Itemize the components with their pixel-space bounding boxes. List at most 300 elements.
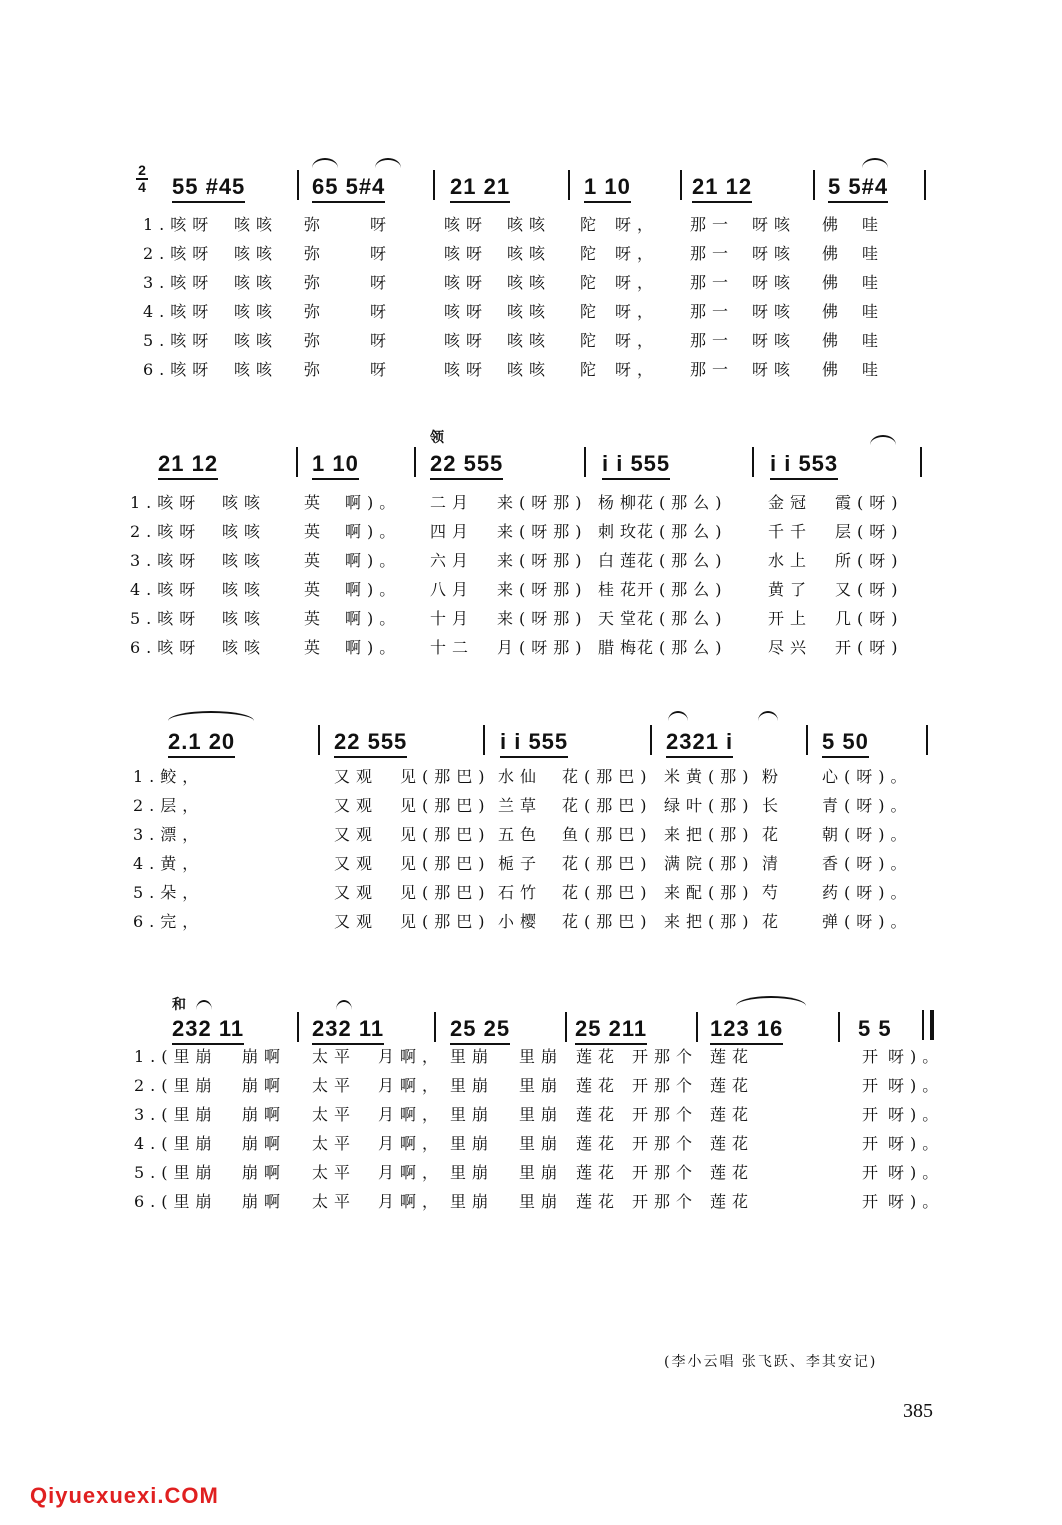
lyric-syllable: 开 [862,1076,885,1095]
lyric-syllable: 栀子 [498,854,543,873]
lyric-syllable: 哇 [862,215,885,234]
measure-notes: 1 10 [584,174,631,203]
lyric-syllable: 咳咳 [234,273,279,292]
lyric-syllable: 崩啊 [242,1192,287,1211]
lyric-syllable: 来把(那) [664,825,755,844]
lyric-syllable: 佛 [822,273,845,292]
lyric-syllable: 月啊， [378,1192,445,1211]
lyric-line [0,606,1062,632]
lyric-line [0,635,1062,661]
lyric-syllable: 那一 [690,244,735,263]
lyric-syllable: 莲花 [576,1134,621,1153]
lyric-syllable: 呀 [370,273,393,292]
lyric-syllable: 见(那巴) [400,854,491,873]
lyric-syllable: 那一 [690,215,735,234]
lyric-syllable: 哇 [862,331,885,350]
barline [318,725,320,755]
lyric-syllable: 太平 [312,1134,357,1153]
lyric-line [0,577,1062,603]
lyric-syllable: 见(那巴) [400,912,491,931]
lyric-syllable: 四月 [430,522,475,541]
lyric-syllable: 层(呀) [835,522,904,541]
lyric-syllable: 青(呀)。 [822,796,913,815]
lyric-syllable: 莲花 [710,1047,755,1066]
lyric-syllable: 5.咳呀 [130,609,202,628]
barline [926,725,928,755]
measure-notes: 22 555 [430,451,503,480]
lyric-syllable: 咳呀 [444,215,489,234]
lyric-syllable: 霞(呀) [835,493,904,512]
lyric-syllable: 陀 [580,273,603,292]
lyric-syllable: 心(呀)。 [822,767,913,786]
lyric-syllable: 开那个 [632,1134,699,1153]
lyric-syllable: 哇 [862,302,885,321]
lyric-syllable: 十二 [430,638,475,657]
lyric-syllable: 开 [862,1134,885,1153]
measure-notes: 232 11 [312,1016,384,1045]
lyric-syllable: 呀)。 [888,1105,945,1124]
lyric-syllable: 里崩 [519,1134,564,1153]
lyric-syllable: 里崩 [450,1192,495,1211]
lyric-syllable: 花 [762,825,785,844]
slur [862,158,888,168]
lyric-syllable: 莲花 [576,1105,621,1124]
lyric-syllable: 呀)。 [888,1076,945,1095]
lyric-syllable: 陀 [580,244,603,263]
barline [296,447,298,477]
lyric-line [0,1102,1062,1128]
lyric-syllable: 1.(里崩 [134,1047,218,1066]
lyric-syllable: 呀咳 [752,331,797,350]
lyric-syllable: 咳咳 [507,302,552,321]
lyric-syllable: 小樱 [498,912,543,931]
lyric-syllable: 来(呀那) [497,493,588,512]
lyric-syllable: 咳咳 [507,273,552,292]
lyric-syllable: 又观 [334,796,379,815]
lyric-syllable: 又观 [334,854,379,873]
lyric-syllable: 弥 [304,302,327,321]
slur [312,158,338,168]
lyric-syllable: 呀咳 [752,302,797,321]
measure-notes: 5 50 [822,729,869,758]
measure-notes: 2321 i [666,729,733,758]
lyric-syllable: 天堂 [598,609,643,628]
lyric-syllable: 花(那么) [637,493,728,512]
lyric-syllable: 咳咳 [507,244,552,263]
barline [922,1010,924,1040]
lyric-line [0,764,1062,790]
lyric-syllable: 英 [304,580,327,599]
lyric-syllable: 佛 [822,244,845,263]
barline [752,447,754,477]
lyric-syllable: 哇 [862,273,885,292]
lyric-syllable: 咳咳 [222,638,267,657]
barline [297,1012,299,1042]
measure-notes: 22 555 [334,729,407,758]
barline [920,447,922,477]
lyric-syllable: 英 [304,609,327,628]
lyric-syllable: 4.(里崩 [134,1134,218,1153]
lyric-syllable: 1.鲛， [133,767,205,786]
lyric-syllable: 里崩 [519,1105,564,1124]
lyric-syllable: 陀 [580,331,603,350]
slur [736,996,806,1006]
lyric-syllable: 绿叶(那) [664,796,755,815]
measure-notes: 25 211 [575,1016,647,1045]
barline [838,1012,840,1042]
barline [813,170,815,200]
lyric-syllable: 开(那么) [637,580,728,599]
lyric-syllable: 药(呀)。 [822,883,913,902]
lyric-syllable: 陀 [580,302,603,321]
measure-notes: 5 5#4 [828,174,888,203]
lyric-syllable: 太平 [312,1076,357,1095]
lyric-syllable: 莲花 [710,1076,755,1095]
lyric-syllable: 呀 [370,215,393,234]
lyric-syllable: 月啊， [378,1134,445,1153]
lyric-syllable: 花(那么) [637,609,728,628]
lyric-syllable: 咳咳 [222,609,267,628]
lyric-syllable: 开上 [768,609,813,628]
lyric-syllable: 2.层， [133,796,205,815]
lyric-syllable: 开 [862,1163,885,1182]
lyric-syllable: 见(那巴) [400,767,491,786]
slur [668,711,688,721]
lyric-syllable: 里崩 [450,1105,495,1124]
lyric-syllable: 来把(那) [664,912,755,931]
lyric-syllable: 又观 [334,767,379,786]
lyric-syllable: 咳咳 [507,215,552,234]
lyric-syllable: 呀咳 [752,244,797,263]
lyric-syllable: 陀 [580,215,603,234]
lyric-syllable: 太平 [312,1105,357,1124]
lyric-syllable: 里崩 [519,1163,564,1182]
lyric-syllable: 啊)。 [345,609,402,628]
lyric-syllable: 花 [762,912,785,931]
lyric-syllable: 呀 [370,244,393,263]
measure-notes: 123 16 [710,1016,783,1045]
barline [584,447,586,477]
lyric-syllable: 花(那巴) [562,912,653,931]
lyric-syllable: 开 [862,1192,885,1211]
lyric-line [0,1131,1062,1157]
lyric-syllable: 崩啊 [242,1047,287,1066]
lyric-syllable: 满院(那) [664,854,755,873]
lyric-syllable: 花(那巴) [562,854,653,873]
lyric-syllable: 弥 [304,215,327,234]
slur [375,158,401,168]
lyric-syllable: 陀 [580,360,603,379]
lyric-syllable: 咳咳 [222,493,267,512]
measure-notes: 232 11 [172,1016,244,1045]
lyric-syllable: 月啊， [378,1047,445,1066]
lyric-line [0,212,1062,238]
lyric-syllable: 弥 [304,331,327,350]
lyric-syllable: 佛 [822,331,845,350]
lyric-syllable: 呀 [370,360,393,379]
lyric-syllable: 芍 [762,883,785,902]
lyric-syllable: 咳咳 [234,215,279,234]
lyric-syllable: 咳咳 [234,302,279,321]
barline [483,725,485,755]
lyric-syllable: 莲花 [576,1163,621,1182]
lyric-syllable: 咳咳 [234,331,279,350]
lyric-syllable: 太平 [312,1163,357,1182]
lyric-syllable: 呀咳 [752,360,797,379]
lyric-syllable: 1.咳呀 [143,215,215,234]
lyric-syllable: 咳咳 [222,580,267,599]
lyric-syllable: 石竹 [498,883,543,902]
lyric-syllable: 弥 [304,360,327,379]
lyric-syllable: 2.(里崩 [134,1076,218,1095]
lyric-syllable: 见(那巴) [400,825,491,844]
lyric-line [0,1044,1062,1070]
lyric-syllable: 呀咳 [752,273,797,292]
lyric-syllable: 呀， [615,215,660,234]
lyric-syllable: 莲花 [710,1192,755,1211]
lyric-syllable: 5.咳呀 [143,331,215,350]
slur [870,435,896,445]
slur [336,1000,352,1010]
lyric-syllable: 呀， [615,273,660,292]
performer-credit: (李小云唱 张飞跃、李其安记) [664,1354,878,1370]
barline [680,170,682,200]
lyric-syllable: 莲花 [710,1134,755,1153]
lyric-syllable: 呀)。 [888,1192,945,1211]
lyric-syllable: 咳咳 [507,360,552,379]
measure-notes: 21 12 [692,174,752,203]
lyric-syllable: 来配(那) [664,883,755,902]
lyric-syllable: 月啊， [378,1163,445,1182]
lyric-line [0,851,1062,877]
lyric-syllable: 桂花 [598,580,643,599]
lyric-syllable: 开(呀) [835,638,904,657]
lyric-line [0,328,1062,354]
lyric-syllable: 弹(呀)。 [822,912,913,931]
lyric-syllable: 里崩 [450,1163,495,1182]
lyric-syllable: 咳呀 [444,273,489,292]
lyric-syllable: 3.咳呀 [143,273,215,292]
lyric-syllable: 崩啊 [242,1163,287,1182]
lyric-syllable: 佛 [822,215,845,234]
lyric-syllable: 花(那么) [637,638,728,657]
lyric-syllable: 哇 [862,244,885,263]
measure-notes: 2.1 20 [168,729,235,758]
lyric-syllable: 6.咳呀 [143,360,215,379]
barline [806,725,808,755]
lyric-syllable: 二月 [430,493,475,512]
lyric-syllable: 啊)。 [345,638,402,657]
measure-notes: i i 555 [602,451,670,480]
lyric-syllable: 呀， [615,331,660,350]
lyric-syllable: 花(那巴) [562,796,653,815]
lyric-line [0,1160,1062,1186]
lyric-syllable: 米黄(那) [664,767,755,786]
lyric-syllable: 粉 [762,767,785,786]
lyric-syllable: 里崩 [519,1047,564,1066]
lyric-syllable: 莲花 [576,1076,621,1095]
lyric-syllable: 来(呀那) [497,551,588,570]
time-signature: 2 4 [136,164,148,194]
lyric-syllable: 黄了 [768,580,813,599]
lyric-syllable: 所(呀) [835,551,904,570]
lyric-syllable: 刺玫 [598,522,643,541]
lyric-syllable: 呀， [615,302,660,321]
lyric-syllable: 来(呀那) [497,580,588,599]
lyric-line [0,909,1062,935]
lyric-syllable: 里崩 [450,1047,495,1066]
measure-notes: 21 21 [450,174,510,203]
lyric-syllable: 佛 [822,360,845,379]
lyric-syllable: 咳咳 [234,360,279,379]
lyric-syllable: 见(那巴) [400,796,491,815]
lyric-syllable: 来(呀那) [497,609,588,628]
barline [433,170,435,200]
measure-notes: 5 5 [858,1016,892,1041]
lyric-syllable: 水上 [768,551,813,570]
lyric-syllable: 啊)。 [345,580,402,599]
site-watermark: Qiyuexuexi.COM [30,1483,219,1508]
lyric-syllable: 咳咳 [234,244,279,263]
measure-notes: 25 25 [450,1016,510,1045]
lyric-line [0,880,1062,906]
lyric-syllable: 长 [762,796,785,815]
barline [297,170,299,200]
lyric-syllable: 莲花 [710,1163,755,1182]
barline [568,170,570,200]
lyric-syllable: 开那个 [632,1076,699,1095]
lyric-line [0,490,1062,516]
lyric-line [0,822,1062,848]
lyric-syllable: 英 [304,493,327,512]
lyric-line [0,357,1062,383]
lyric-syllable: 3.漂， [133,825,205,844]
lyric-syllable: 呀)。 [888,1163,945,1182]
lyric-syllable: 开 [862,1105,885,1124]
lyric-syllable: 咳呀 [444,360,489,379]
lyric-syllable: 咳呀 [444,244,489,263]
lyric-syllable: 八月 [430,580,475,599]
lyric-syllable: 咳呀 [444,331,489,350]
chorus-label: 和 [172,997,186,1013]
lyric-syllable: 太平 [312,1192,357,1211]
lyric-syllable: 崩啊 [242,1076,287,1095]
lyric-syllable: 开那个 [632,1105,699,1124]
barline [696,1012,698,1042]
lyric-syllable: 5.朵， [133,883,205,902]
lyric-line [0,1073,1062,1099]
lyric-syllable: 呀， [615,360,660,379]
lyric-line [0,241,1062,267]
lyric-syllable: 里崩 [519,1192,564,1211]
lyric-syllable: 兰草 [498,796,543,815]
lyric-syllable: 呀咳 [752,215,797,234]
lyric-syllable: 朝(呀)。 [822,825,913,844]
lyric-syllable: 花(那巴) [562,883,653,902]
lyric-syllable: 又观 [334,883,379,902]
lyric-syllable: 白莲 [598,551,643,570]
lyric-syllable: 啊)。 [345,522,402,541]
lyric-syllable: 啊)。 [345,493,402,512]
lyric-syllable: 咳呀 [444,302,489,321]
lyric-syllable: 花(那么) [637,522,728,541]
barline [924,170,926,200]
final-barline [930,1010,934,1040]
lyric-syllable: 花(那么) [637,551,728,570]
lyric-syllable: 3.咳呀 [130,551,202,570]
lyric-syllable: 水仙 [498,767,543,786]
lyric-syllable: 鱼(那巴) [562,825,653,844]
lyric-syllable: 六月 [430,551,475,570]
lyric-syllable: 清 [762,854,785,873]
trill [758,711,778,721]
lyric-syllable: 又观 [334,912,379,931]
lyric-syllable: 开那个 [632,1192,699,1211]
lyric-syllable: 呀， [615,244,660,263]
lyric-syllable: 呀)。 [888,1134,945,1153]
lyric-syllable: 五色 [498,825,543,844]
lyric-syllable: 佛 [822,302,845,321]
lyric-syllable: 杨柳 [598,493,643,512]
lyric-syllable: 金冠 [768,493,813,512]
lyric-syllable: 尽兴 [768,638,813,657]
lyric-syllable: 太平 [312,1047,357,1066]
lyric-line [0,793,1062,819]
lyric-syllable: 弥 [304,273,327,292]
lyric-syllable: 那一 [690,302,735,321]
lyric-syllable: 腊梅 [598,638,643,657]
lyric-syllable: 来(呀那) [497,522,588,541]
lyric-syllable: 弥 [304,244,327,263]
lyric-syllable: 4.咳呀 [143,302,215,321]
measure-notes: 55 #45 [172,174,245,203]
page-number: 385 [903,1400,933,1422]
measure-notes: 21 12 [158,451,218,480]
lyric-syllable: 月(呀那) [497,638,588,657]
lyric-syllable: 月啊， [378,1076,445,1095]
lyric-syllable: 英 [304,522,327,541]
lyric-syllable: 咳咳 [222,522,267,541]
lyric-syllable: 咳咳 [507,331,552,350]
lyric-syllable: 咳咳 [222,551,267,570]
lyric-syllable: 香(呀)。 [822,854,913,873]
lyric-syllable: 开 [862,1047,885,1066]
lyric-syllable: 十月 [430,609,475,628]
measure-notes: 65 5#4 [312,174,385,203]
lyric-syllable: 英 [304,551,327,570]
lyric-syllable: 又(呀) [835,580,904,599]
lyric-syllable: 呀 [370,331,393,350]
lyric-syllable: 又观 [334,825,379,844]
barline [650,725,652,755]
lyric-syllable: 里崩 [519,1076,564,1095]
lyric-syllable: 呀 [370,302,393,321]
lyric-syllable: 花(那巴) [562,767,653,786]
lyric-syllable: 呀)。 [888,1047,945,1066]
lyric-line [0,299,1062,325]
lyric-syllable: 1.咳呀 [130,493,202,512]
lyric-syllable: 里崩 [450,1134,495,1153]
lyric-syllable: 开那个 [632,1163,699,1182]
lyric-syllable: 哇 [862,360,885,379]
slur [196,1000,212,1010]
lyric-syllable: 2.咳呀 [130,522,202,541]
lyric-line [0,548,1062,574]
lyric-syllable: 4.黄， [133,854,205,873]
barline [565,1012,567,1042]
lyric-syllable: 4.咳呀 [130,580,202,599]
lyric-syllable: 那一 [690,360,735,379]
